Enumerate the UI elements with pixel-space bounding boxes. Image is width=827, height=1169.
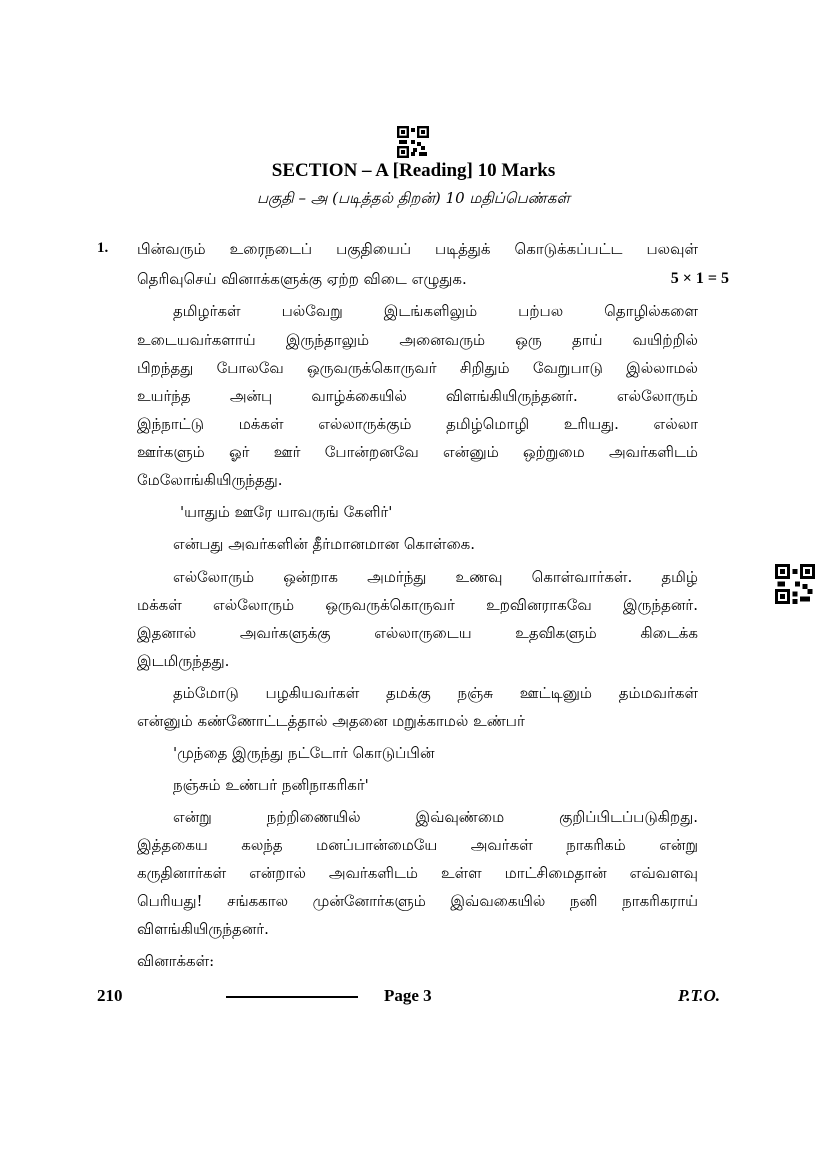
instruction-line: பின்வரும் உரைநடைப் பகுதியைப் படித்துக் கொடுக்கப்பட்ட பலவுள் <box>137 240 698 258</box>
quote-line: 'யாதும் ஊரே யாவருங் கேளிர்' <box>180 503 393 521</box>
paper-code: 210 <box>97 986 123 1005</box>
qr-code-side <box>775 564 815 604</box>
passage-line: தம்மோடு பழகியவர்கள் தமக்கு நஞ்சு ஊட்டினும் தம்மவர்கள் <box>173 684 698 702</box>
marks-allocation: 5 × 1 = 5 <box>670 270 729 287</box>
passage-line: ஊர்களும் ஓர் ஊர் போன்றனவே என்னும் ஒற்றுமை அவர்களிடம் <box>137 443 698 461</box>
passage-line: பெரியது! சங்ககால முன்னோர்களும் இவ்வகையில் நனி நாகரிகராய் <box>137 892 698 910</box>
passage-line: பிறந்தது போலவே ஒருவருக்கொருவர் சிறிதும் வேறுபாடு இல்லாமல் <box>137 359 698 377</box>
passage-line: இடமிருந்தது. <box>137 652 230 670</box>
passage-line: விளங்கியிருந்தனர். <box>137 920 269 938</box>
passage-line: மக்கள் எல்லோரும் ஒருவருக்கொருவர் உறவினராகவே இருந்தனர். <box>137 596 698 614</box>
passage-line: உடையவர்களாய் இருந்தாலும் அனைவரும் ஒரு தாய் வயிற்றில் <box>137 331 698 349</box>
passage-line: இந்நாட்டு மக்கள் எல்லாருக்கும் தமிழ்மொழி உரியது. எல்லா <box>137 415 698 433</box>
passage-line: இதனால் அவர்களுக்கு எல்லாருடைய உதவிகளும் கிடைக்க <box>137 624 698 642</box>
passage-line: என்று நற்றிணையில் இவ்வுண்மை குறிப்பிடப்படுகிறது. <box>173 808 698 826</box>
section-subtitle: பகுதி – அ (படித்தல் திறன்) 10 மதிப்பெண்கள் <box>257 189 570 207</box>
quote-line: நஞ்சும் உண்பர் நனிநாகரிகர்' <box>173 776 369 794</box>
quote-line: 'முந்தை இருந்து நட்டோர் கொடுப்பின் <box>173 744 435 762</box>
question-number: 1. <box>97 240 109 256</box>
passage-line: என்பது அவர்களின் தீர்மானமான கொள்கை. <box>173 535 476 553</box>
questions-label: வினாக்கள்: <box>137 952 215 970</box>
page-number: Page 3 <box>384 986 432 1005</box>
section-title: SECTION – A [Reading] 10 Marks <box>271 160 556 181</box>
pto-label: P.T.O. <box>678 986 721 1005</box>
passage-line: இத்தகைய கலந்த மனப்பான்மையே அவர்கள் நாகரிகம் என்று <box>137 836 698 854</box>
footer-divider <box>226 996 358 998</box>
passage-line: தமிழர்கள் பல்வேறு இடங்களிலும் பற்பல தொழில்களை <box>173 302 698 320</box>
passage-line: மேலோங்கியிருந்தது. <box>137 471 283 489</box>
passage-line: உயர்ந்த அன்பு வாழ்க்கையில் விளங்கியிருந்தனர். எல்லோரும் <box>137 387 698 405</box>
instruction-line: தெரிவுசெய் வினாக்களுக்கு ஏற்ற விடை எழுதுக. <box>137 270 467 288</box>
passage-line: என்னும் கண்ணோட்டத்தால் அதனை மறுக்காமல் உண்பர் <box>137 712 525 730</box>
passage-line: எல்லோரும் ஒன்றாக அமர்ந்து உணவு கொள்வார்கள். தமிழ் <box>173 568 698 586</box>
passage-line: கருதினார்கள் என்றால் அவர்களிடம் உள்ள மாட்சிமைதான் எவ்வளவு <box>137 864 698 882</box>
qr-code-top <box>397 126 429 158</box>
